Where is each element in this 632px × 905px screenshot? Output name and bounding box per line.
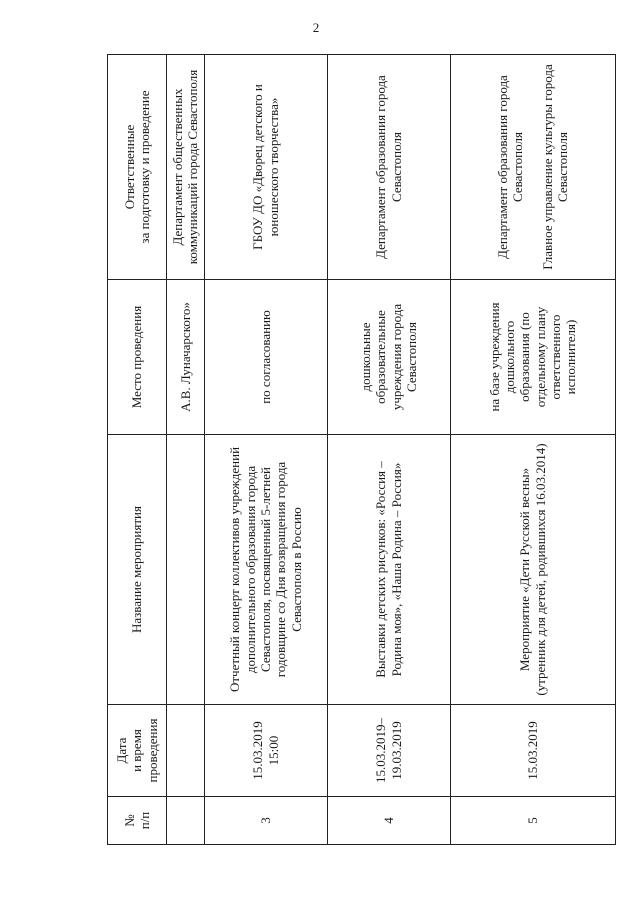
page-number: 2 bbox=[312, 20, 320, 35]
cell-name: Мероприятие «Дети Русской весны» (утренник для детей, родившихся 16.03.2014) bbox=[450, 435, 615, 705]
table-header-row bbox=[108, 55, 167, 845]
header-place: Место проведения bbox=[108, 280, 167, 435]
cell-place: на базе учреждения дошкольного образования (по отдельному плану ответственного исполнителя) bbox=[450, 280, 615, 435]
cell-name bbox=[167, 435, 205, 705]
header-num: № п/п bbox=[108, 797, 167, 845]
cell-num: 3 bbox=[204, 797, 327, 845]
responsible-item: Департамент образования города Севастополя bbox=[495, 75, 526, 259]
responsible-list bbox=[495, 61, 570, 273]
cell-name: Отчетный концерт коллективов учреждений дополнительного образования города Севастополя, посвященный 5-летней годовщине со Дня возвращения города Севастополя в Россию bbox=[204, 435, 327, 705]
cell-num: 5 bbox=[450, 797, 615, 845]
responsible-item: Главное управление культуры города Севастополя bbox=[539, 64, 570, 270]
table-row bbox=[204, 55, 327, 845]
cell-responsible: Департамент образования города Севастополя bbox=[327, 55, 450, 280]
header-name: Название мероприятия bbox=[108, 435, 167, 705]
cell-responsible: Департамент общественных коммуникаций города Севастополя bbox=[167, 55, 205, 280]
cell-date bbox=[167, 705, 205, 797]
rotated-table-container bbox=[107, 55, 577, 845]
header-responsible: Ответственные за подготовку и проведение bbox=[108, 55, 167, 280]
cell-name: Выставки детских рисунков: «Россия – Родина моя», «Наша Родина – Россия» bbox=[327, 435, 450, 705]
header-date: Дата и время проведения bbox=[108, 705, 167, 797]
cell-date: 15.03.2019 15:00 bbox=[204, 705, 327, 797]
cell-date: 15.03.2019– 19.03.2019 bbox=[327, 705, 450, 797]
table-row bbox=[450, 55, 615, 845]
table-row bbox=[327, 55, 450, 845]
cell-responsible bbox=[450, 55, 615, 280]
cell-place: А.В. Луначарского» bbox=[167, 280, 205, 435]
cell-num: 4 bbox=[327, 797, 450, 845]
cell-place: по согласованию bbox=[204, 280, 327, 435]
table-row-continued bbox=[167, 55, 205, 845]
cell-num bbox=[167, 797, 205, 845]
cell-responsible: ГБОУ ДО «Дворец детского и юношеского творчества» bbox=[204, 55, 327, 280]
events-table bbox=[107, 54, 616, 845]
cell-place: дошкольные образовательные учреждения города Севастополя bbox=[327, 280, 450, 435]
cell-date: 15.03.2019 bbox=[450, 705, 615, 797]
